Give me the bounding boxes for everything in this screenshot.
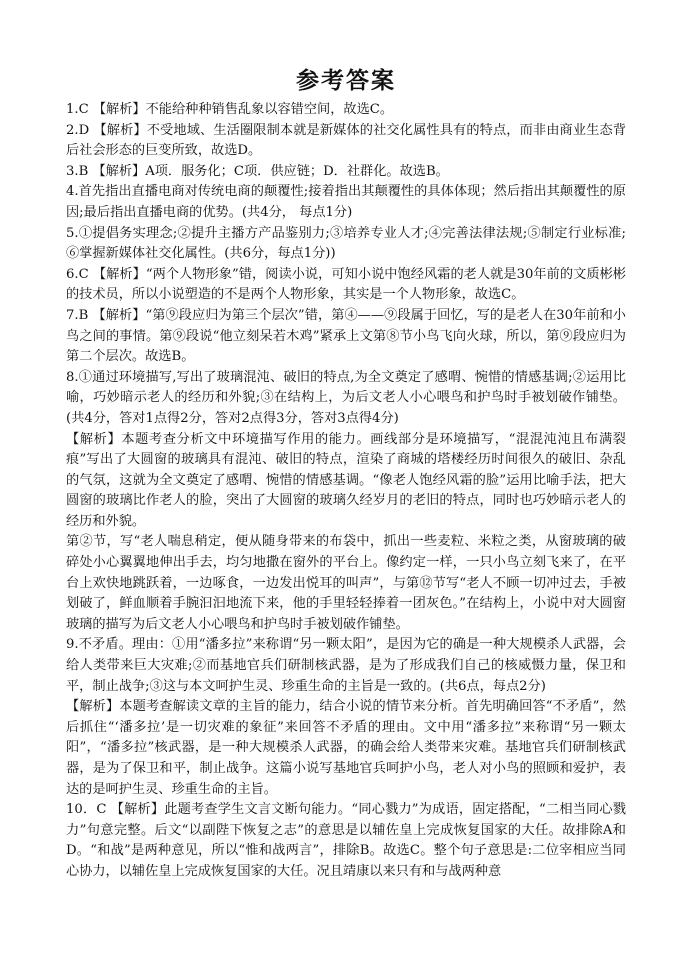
answer-paragraph: 5.①提倡务实理念;②提升主播方产品鉴别力;③培养专业人才;④完善法律法规;⑤制定行业标准;⑥掌握新媒体社交化属性。(共6分，每点1分)) xyxy=(66,225,626,262)
page-title: 参考答案 xyxy=(296,68,396,94)
answer-paragraph: 3.B 【解析】A项．服务化；C项．供应链；D．社群化。故选B。 xyxy=(66,163,449,179)
answer-paragraph: 6.C 【解析】“两个人物形象”错，阅读小说，可知小说中饱经风霜的老人就是30年前的文质彬彬的技术员，所以小说塑造的不是两个人物形象，其实是一个人物形象，故选C。 xyxy=(66,266,626,303)
answer-paragraph: 4.首先指出直播电商对传统电商的颠覆性;接着指出其颠覆性的具体体现；然后指出其颠覆性的原因;最后指出直播电商的优势。(共4分， 每点1分) xyxy=(66,184,626,220)
answer-paragraph: 2.D 【解析】不受地域、生活圈限制本就是新媒体的社交化属性具有的特点，而非由商业生态背后社会形态的巨变所致，故选D。 xyxy=(66,122,626,159)
answer-paragraph: 8.①通过环境描写,写出了玻璃混沌、破旧的特点,为全文奠定了感喟、惋惜的情感基调;②运用比喻，巧妙暗示老人的经历和外貌;③在结构上，为后文老人小心喂鸟和护鸟时手被划破作铺垫。(共4分，答对1点得2分，答对2点得3分，答对3点得4分) xyxy=(66,369,626,426)
analysis-paragraph: 【解析】本题考查分析文中环境描写作用的能力。画线部分是环境描写，“混混沌沌且布满裂痕”写出了大圆窗的玻璃具有混沌、破旧的特点，渲染了商城的塔楼经历时间很久的破旧、杂乱的气氛，这就为全文奠定了感喟、惋惜的情感基调。“像老人饱经风霜的脸”运用比喻手法，把大圆窗的玻璃比作老人的脸，突出了大圆窗的玻璃久经岁月的老旧的特点，同时也巧妙暗示老人的经历和外貌。 xyxy=(66,431,626,529)
answer-paragraph: 10．C 【解析】此题考查学生文言文断句能力。“同心戮力”为成语，固定搭配，“二相当同心戮力”句意完整。后文“以副陛下恢复之志”的意思是以辅佐皇上完成恢复国家的大任。故排除A和D。“和战”是两种意见，所以“惟和战两言”，排除B。故选C。整个句子意思是:二位宰相应当同心协力，以辅佐皇上完成恢复国家的大任。况且靖康以来只有和与战两种意 xyxy=(66,802,626,879)
answer-content xyxy=(66,100,626,883)
answer-paragraph: 7.B 【解析】“第⑨段应归为第三个层次”错，第④——⑨段属于回忆，写的是老人在30年前和小鸟之间的事情。第⑨段说“他立刻呆若木鸡”紧承上文第⑧节小鸟飞向火球，所以，第⑨段应归为第二个层次。故选B。 xyxy=(66,307,626,365)
answer-paragraph: 9.不矛盾。理由：①用“潘多拉”来称谓“另一颗太阳”，是因为它的确是一种大规模杀人武器，会给人类带来巨大灾难;②而基地官兵们研制核武器，是为了形成我们自己的核威慑力量，保卫和平，制止战争;③这与本文呵护生灵、珍重生命的主旨是一致的。(共6点，每点2分) xyxy=(66,637,626,694)
analysis-paragraph: 【解析】本题考查解读文章的主旨的能力，结合小说的情节来分析。首先明确回答“不矛盾”，然后抓住“‘潘多拉’是一切灾难的象征”来回答不矛盾的理由。文中用“潘多拉”来称谓“另一颗太阳”，“潘多拉”核武器，是一种大规模杀人武器，的确会给人类带来灾难。基地官兵们研制核武器，是为了保卫和平，制止战争。这篇小说写基地官兵呵护小鸟，老人对小鸟的照顾和爱护，表达的是呵护生灵、珍重生命的主旨。 xyxy=(66,699,626,797)
analysis-paragraph: 第②节，写“老人喘息稍定，便从随身带来的布袋中，抓出一些麦粒、米粒之类，从窗玻璃的破碎处小心翼翼地伸出手去，均匀地撒在窗外的平台上。像约定一样，一只小鸟立刻飞来了，在平台上欢快地跳跃着，一边啄食，一边发出悦耳的叫声”，与第⑫节写“老人不顾一切冲过去，手被划破了，鲜血顺着手腕汩汩地流下来，他的手里轻轻捧着一团灰色。”在结构上，小说中对大圆窗玻璃的描写为后文老人小心喂鸟和护鸟时手被划破作铺垫。 xyxy=(66,534,626,632)
answer-paragraph: 1.C 【解析】不能给种种销售乱象以容错空间，故选C。 xyxy=(66,102,394,117)
